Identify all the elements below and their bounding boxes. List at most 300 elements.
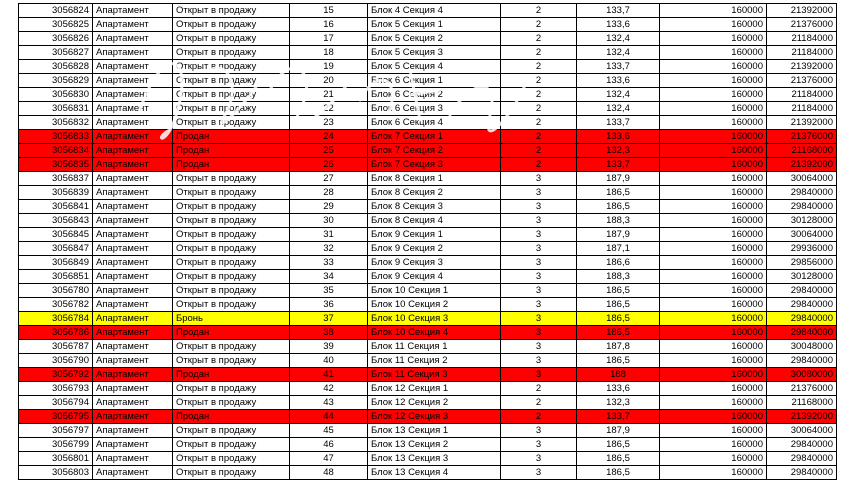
cell-id: 3056839	[19, 186, 93, 200]
cell-rooms: 3	[501, 368, 577, 382]
cell-type: Апартамент	[93, 284, 173, 298]
cell-type: Апартамент	[93, 18, 173, 32]
cell-status: Открыт в продажу	[173, 340, 290, 354]
cell-type: Апартамент	[93, 46, 173, 60]
cell-total: 29840000	[767, 298, 837, 312]
cell-number: 44	[290, 410, 368, 424]
cell-area: 133,7	[577, 410, 660, 424]
cell-status: Открыт в продажу	[173, 102, 290, 116]
table-row	[19, 4, 837, 18]
cell-status: Открыт в продажу	[173, 200, 290, 214]
cell-total: 29840000	[767, 312, 837, 326]
cell-area: 186,5	[577, 312, 660, 326]
cell-status: Открыт в продажу	[173, 18, 290, 32]
cell-block: Блок 13 Секция 3	[368, 452, 501, 466]
table-row	[19, 32, 837, 46]
cell-total: 29840000	[767, 284, 837, 298]
cell-block: Блок 5 Секция 2	[368, 32, 501, 46]
cell-status: Открыт в продажу	[173, 214, 290, 228]
cell-number: 38	[290, 326, 368, 340]
cell-block: Блок 13 Секция 1	[368, 424, 501, 438]
cell-rooms: 3	[501, 466, 577, 480]
cell-block: Блок 10 Секция 2	[368, 298, 501, 312]
cell-block: Блок 6 Секция 1	[368, 74, 501, 88]
cell-status: Продан	[173, 410, 290, 424]
cell-price: 160000	[660, 102, 767, 116]
cell-area: 133,6	[577, 382, 660, 396]
cell-rooms: 2	[501, 46, 577, 60]
cell-number: 25	[290, 144, 368, 158]
cell-area: 132,4	[577, 32, 660, 46]
cell-rooms: 3	[501, 172, 577, 186]
cell-price: 160000	[660, 18, 767, 32]
cell-price: 160000	[660, 410, 767, 424]
cell-rooms: 3	[501, 256, 577, 270]
table-row	[19, 214, 837, 228]
cell-id: 3056799	[19, 438, 93, 452]
cell-id: 3056829	[19, 74, 93, 88]
cell-status: Открыт в продажу	[173, 284, 290, 298]
cell-type: Апартамент	[93, 452, 173, 466]
cell-rooms: 2	[501, 382, 577, 396]
cell-price: 160000	[660, 298, 767, 312]
cell-block: Блок 10 Секция 1	[368, 284, 501, 298]
cell-total: 21168000	[767, 396, 837, 410]
cell-total: 21168000	[767, 144, 837, 158]
cell-area: 133,7	[577, 116, 660, 130]
cell-area: 133,7	[577, 60, 660, 74]
cell-type: Апартамент	[93, 368, 173, 382]
cell-total: 21392000	[767, 410, 837, 424]
table-row	[19, 438, 837, 452]
cell-block: Блок 4 Секция 4	[368, 4, 501, 18]
cell-total: 21376000	[767, 74, 837, 88]
cell-status: Открыт в продажу	[173, 228, 290, 242]
cell-total: 21376000	[767, 130, 837, 144]
cell-price: 160000	[660, 172, 767, 186]
cell-block: Блок 8 Секция 4	[368, 214, 501, 228]
cell-number: 27	[290, 172, 368, 186]
cell-total: 30064000	[767, 228, 837, 242]
cell-number: 48	[290, 466, 368, 480]
cell-type: Апартамент	[93, 340, 173, 354]
cell-price: 160000	[660, 340, 767, 354]
table-row	[19, 326, 837, 340]
cell-status: Открыт в продажу	[173, 74, 290, 88]
cell-area: 132,4	[577, 88, 660, 102]
cell-price: 160000	[660, 46, 767, 60]
cell-id: 3056793	[19, 382, 93, 396]
cell-total: 29840000	[767, 466, 837, 480]
cell-id: 3056780	[19, 284, 93, 298]
cell-number: 24	[290, 130, 368, 144]
cell-block: Блок 8 Секция 1	[368, 172, 501, 186]
cell-number: 46	[290, 438, 368, 452]
table-row	[19, 88, 837, 102]
cell-id: 3056835	[19, 158, 93, 172]
cell-block: Блок 5 Секция 1	[368, 18, 501, 32]
cell-rooms: 3	[501, 354, 577, 368]
cell-total: 29840000	[767, 438, 837, 452]
cell-type: Апартамент	[93, 466, 173, 480]
cell-number: 34	[290, 270, 368, 284]
cell-id: 3056847	[19, 242, 93, 256]
table-row	[19, 396, 837, 410]
cell-total: 21184000	[767, 46, 837, 60]
cell-status: Открыт в продажу	[173, 88, 290, 102]
cell-price: 160000	[660, 452, 767, 466]
cell-status: Открыт в продажу	[173, 424, 290, 438]
cell-number: 19	[290, 60, 368, 74]
cell-area: 186,5	[577, 438, 660, 452]
cell-rooms: 2	[501, 116, 577, 130]
cell-number: 28	[290, 186, 368, 200]
cell-number: 37	[290, 312, 368, 326]
cell-status: Открыт в продажу	[173, 116, 290, 130]
cell-block: Блок 10 Секция 3	[368, 312, 501, 326]
cell-id: 3056833	[19, 130, 93, 144]
cell-id: 3056824	[19, 4, 93, 18]
cell-area: 132,3	[577, 144, 660, 158]
cell-type: Апартамент	[93, 200, 173, 214]
cell-total: 21184000	[767, 102, 837, 116]
cell-block: Блок 9 Секция 1	[368, 228, 501, 242]
cell-type: Апартамент	[93, 214, 173, 228]
cell-price: 160000	[660, 186, 767, 200]
cell-price: 160000	[660, 326, 767, 340]
cell-total: 30048000	[767, 340, 837, 354]
cell-total: 21392000	[767, 158, 837, 172]
cell-price: 160000	[660, 354, 767, 368]
cell-price: 160000	[660, 466, 767, 480]
cell-status: Открыт в продажу	[173, 298, 290, 312]
cell-total: 30080000	[767, 368, 837, 382]
cell-block: Блок 6 Секция 3	[368, 102, 501, 116]
cell-id: 3056827	[19, 46, 93, 60]
cell-area: 186,6	[577, 256, 660, 270]
cell-price: 160000	[660, 88, 767, 102]
cell-total: 29936000	[767, 242, 837, 256]
table-row	[19, 256, 837, 270]
cell-id: 3056851	[19, 270, 93, 284]
cell-area: 133,6	[577, 130, 660, 144]
cell-price: 160000	[660, 60, 767, 74]
cell-number: 36	[290, 298, 368, 312]
cell-id: 3056837	[19, 172, 93, 186]
cell-number: 40	[290, 354, 368, 368]
table-row	[19, 74, 837, 88]
cell-type: Апартамент	[93, 382, 173, 396]
cell-block: Блок 9 Секция 4	[368, 270, 501, 284]
cell-total: 29840000	[767, 354, 837, 368]
cell-id: 3056845	[19, 228, 93, 242]
cell-id: 3056826	[19, 32, 93, 46]
cell-status: Продан	[173, 326, 290, 340]
cell-number: 29	[290, 200, 368, 214]
cell-rooms: 3	[501, 312, 577, 326]
cell-status: Открыт в продажу	[173, 466, 290, 480]
cell-area: 188,3	[577, 214, 660, 228]
cell-price: 160000	[660, 382, 767, 396]
cell-price: 160000	[660, 130, 767, 144]
cell-area: 186,5	[577, 298, 660, 312]
cell-total: 30128000	[767, 270, 837, 284]
cell-id: 3056786	[19, 326, 93, 340]
cell-total: 30064000	[767, 172, 837, 186]
cell-rooms: 2	[501, 32, 577, 46]
cell-number: 17	[290, 32, 368, 46]
cell-id: 3056843	[19, 214, 93, 228]
cell-type: Апартамент	[93, 438, 173, 452]
cell-id: 3056834	[19, 144, 93, 158]
table-row	[19, 60, 837, 74]
cell-rooms: 3	[501, 452, 577, 466]
cell-type: Апартамент	[93, 88, 173, 102]
spreadsheet	[18, 3, 836, 480]
cell-block: Блок 11 Секция 1	[368, 340, 501, 354]
cell-block: Блок 11 Секция 3	[368, 368, 501, 382]
cell-type: Апартамент	[93, 186, 173, 200]
cell-type: Апартамент	[93, 144, 173, 158]
cell-price: 160000	[660, 312, 767, 326]
table-row	[19, 46, 837, 60]
cell-id: 3056803	[19, 466, 93, 480]
cell-status: Открыт в продажу	[173, 172, 290, 186]
cell-status: Открыт в продажу	[173, 32, 290, 46]
cell-area: 133,7	[577, 158, 660, 172]
cell-status: Открыт в продажу	[173, 242, 290, 256]
cell-type: Апартамент	[93, 32, 173, 46]
cell-block: Блок 13 Секция 4	[368, 466, 501, 480]
cell-type: Апартамент	[93, 116, 173, 130]
cell-area: 186,5	[577, 354, 660, 368]
apartments-table	[18, 3, 837, 480]
cell-type: Апартамент	[93, 102, 173, 116]
cell-id: 3056797	[19, 424, 93, 438]
cell-price: 160000	[660, 32, 767, 46]
cell-total: 30128000	[767, 214, 837, 228]
table-row	[19, 130, 837, 144]
cell-number: 41	[290, 368, 368, 382]
cell-total: 21392000	[767, 116, 837, 130]
cell-area: 186,5	[577, 284, 660, 298]
table-row	[19, 242, 837, 256]
cell-rooms: 3	[501, 270, 577, 284]
cell-price: 160000	[660, 368, 767, 382]
cell-rooms: 2	[501, 102, 577, 116]
cell-rooms: 3	[501, 424, 577, 438]
cell-number: 43	[290, 396, 368, 410]
cell-total: 21392000	[767, 60, 837, 74]
cell-status: Открыт в продажу	[173, 60, 290, 74]
cell-status: Открыт в продажу	[173, 354, 290, 368]
cell-id: 3056794	[19, 396, 93, 410]
table-row	[19, 410, 837, 424]
cell-number: 42	[290, 382, 368, 396]
cell-rooms: 2	[501, 130, 577, 144]
cell-status: Открыт в продажу	[173, 186, 290, 200]
cell-type: Апартамент	[93, 410, 173, 424]
cell-type: Апартамент	[93, 228, 173, 242]
cell-number: 22	[290, 102, 368, 116]
cell-type: Апартамент	[93, 4, 173, 18]
cell-rooms: 2	[501, 396, 577, 410]
cell-number: 26	[290, 158, 368, 172]
table-row	[19, 228, 837, 242]
cell-id: 3056830	[19, 88, 93, 102]
cell-number: 18	[290, 46, 368, 60]
cell-total: 21392000	[767, 4, 837, 18]
cell-area: 187,9	[577, 172, 660, 186]
cell-area: 132,3	[577, 396, 660, 410]
cell-status: Открыт в продажу	[173, 256, 290, 270]
cell-area: 187,9	[577, 424, 660, 438]
cell-id: 3056849	[19, 256, 93, 270]
cell-status: Открыт в продажу	[173, 438, 290, 452]
cell-type: Апартамент	[93, 326, 173, 340]
table-row	[19, 452, 837, 466]
cell-id: 3056787	[19, 340, 93, 354]
cell-total: 30064000	[767, 424, 837, 438]
cell-number: 39	[290, 340, 368, 354]
cell-number: 23	[290, 116, 368, 130]
table-row	[19, 382, 837, 396]
cell-number: 30	[290, 214, 368, 228]
cell-rooms: 3	[501, 186, 577, 200]
cell-type: Апартамент	[93, 256, 173, 270]
cell-area: 187,1	[577, 242, 660, 256]
cell-status: Открыт в продажу	[173, 396, 290, 410]
cell-status: Открыт в продажу	[173, 270, 290, 284]
cell-rooms: 3	[501, 284, 577, 298]
cell-number: 35	[290, 284, 368, 298]
cell-id: 3056832	[19, 116, 93, 130]
table-row	[19, 158, 837, 172]
cell-number: 21	[290, 88, 368, 102]
table-row	[19, 298, 837, 312]
cell-price: 160000	[660, 256, 767, 270]
cell-status: Открыт в продажу	[173, 46, 290, 60]
cell-type: Апартамент	[93, 74, 173, 88]
cell-area: 188	[577, 368, 660, 382]
cell-area: 188,3	[577, 270, 660, 284]
cell-price: 160000	[660, 116, 767, 130]
cell-id: 3056831	[19, 102, 93, 116]
cell-rooms: 2	[501, 158, 577, 172]
cell-block: Блок 7 Секция 3	[368, 158, 501, 172]
cell-price: 160000	[660, 214, 767, 228]
cell-rooms: 3	[501, 438, 577, 452]
cell-total: 29840000	[767, 452, 837, 466]
cell-rooms: 2	[501, 60, 577, 74]
cell-type: Апартамент	[93, 424, 173, 438]
cell-price: 160000	[660, 228, 767, 242]
cell-number: 20	[290, 74, 368, 88]
cell-price: 160000	[660, 242, 767, 256]
cell-id: 3056790	[19, 354, 93, 368]
cell-total: 21184000	[767, 32, 837, 46]
cell-type: Апартамент	[93, 242, 173, 256]
cell-number: 32	[290, 242, 368, 256]
cell-id: 3056782	[19, 298, 93, 312]
cell-total: 21376000	[767, 18, 837, 32]
table-row	[19, 312, 837, 326]
cell-block: Блок 9 Секция 2	[368, 242, 501, 256]
cell-type: Апартамент	[93, 60, 173, 74]
cell-status: Продан	[173, 144, 290, 158]
cell-status: Продан	[173, 368, 290, 382]
cell-price: 160000	[660, 4, 767, 18]
cell-rooms: 2	[501, 18, 577, 32]
cell-price: 160000	[660, 158, 767, 172]
cell-total: 21376000	[767, 382, 837, 396]
cell-status: Открыт в продажу	[173, 382, 290, 396]
cell-block: Блок 12 Секция 1	[368, 382, 501, 396]
cell-rooms: 3	[501, 200, 577, 214]
cell-area: 133,6	[577, 74, 660, 88]
cell-type: Апартамент	[93, 158, 173, 172]
cell-number: 16	[290, 18, 368, 32]
cell-total: 21184000	[767, 88, 837, 102]
cell-status: Открыт в продажу	[173, 452, 290, 466]
table-row	[19, 354, 837, 368]
cell-status: Продан	[173, 130, 290, 144]
cell-rooms: 2	[501, 74, 577, 88]
cell-type: Апартамент	[93, 172, 173, 186]
cell-type: Апартамент	[93, 270, 173, 284]
cell-area: 186,5	[577, 326, 660, 340]
cell-price: 160000	[660, 284, 767, 298]
cell-block: Блок 5 Секция 4	[368, 60, 501, 74]
cell-block: Блок 10 Секция 4	[368, 326, 501, 340]
cell-id: 3056784	[19, 312, 93, 326]
cell-area: 132,4	[577, 102, 660, 116]
cell-rooms: 2	[501, 410, 577, 424]
cell-area: 132,4	[577, 46, 660, 60]
cell-rooms: 3	[501, 326, 577, 340]
table-row	[19, 172, 837, 186]
table-row	[19, 102, 837, 116]
cell-total: 29840000	[767, 186, 837, 200]
cell-block: Блок 5 Секция 3	[368, 46, 501, 60]
table-row	[19, 18, 837, 32]
table-row	[19, 186, 837, 200]
cell-block: Блок 7 Секция 1	[368, 130, 501, 144]
cell-total: 29840000	[767, 200, 837, 214]
cell-id: 3056825	[19, 18, 93, 32]
cell-rooms: 3	[501, 340, 577, 354]
cell-block: Блок 8 Секция 2	[368, 186, 501, 200]
cell-id: 3056792	[19, 368, 93, 382]
cell-number: 47	[290, 452, 368, 466]
cell-rooms: 2	[501, 88, 577, 102]
cell-status: Открыт в продажу	[173, 4, 290, 18]
cell-status: Бронь	[173, 312, 290, 326]
cell-type: Апартамент	[93, 130, 173, 144]
cell-area: 186,5	[577, 200, 660, 214]
table-row	[19, 116, 837, 130]
cell-rooms: 3	[501, 298, 577, 312]
cell-rooms: 2	[501, 4, 577, 18]
cell-status: Продан	[173, 158, 290, 172]
cell-block: Блок 6 Секция 2	[368, 88, 501, 102]
cell-area: 187,8	[577, 340, 660, 354]
table-row	[19, 424, 837, 438]
cell-id: 3056828	[19, 60, 93, 74]
cell-price: 160000	[660, 144, 767, 158]
cell-rooms: 3	[501, 242, 577, 256]
cell-area: 186,5	[577, 452, 660, 466]
